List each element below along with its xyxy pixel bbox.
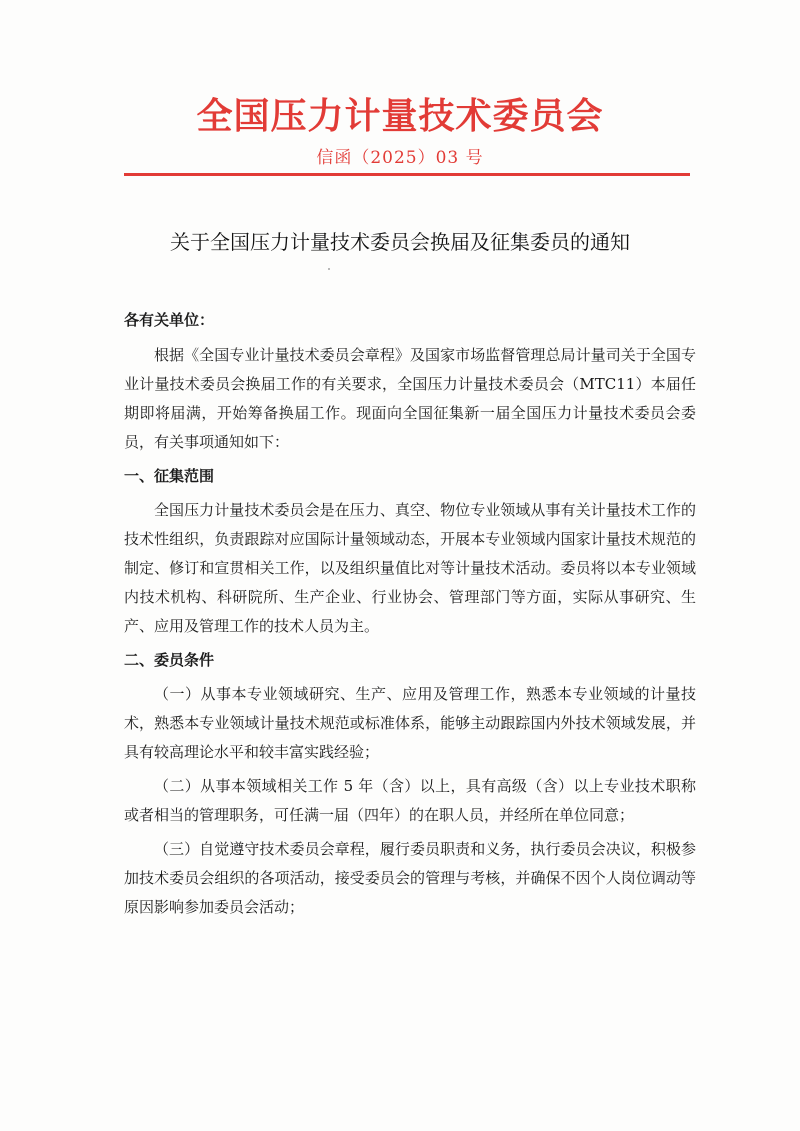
document-number: 信函（2025）03 号 xyxy=(316,148,484,168)
condition-item: （二）从事本领域相关工作 5 年（含）以上，具有高级（含）以上专业技术职称或者相当的管理职务，可任满一届（四年）的在职人员，并经所在单位同意； xyxy=(124,777,696,824)
scan-speck xyxy=(328,268,330,270)
salutation: 各有关单位： xyxy=(124,311,215,329)
notice-body xyxy=(124,306,696,927)
organization-letterhead: 全国压力计量技术委员会 xyxy=(196,96,604,137)
condition-item: （三）自觉遵守技术委员会章程，履行委员职责和义务，执行委员会决议，积极参加技术委员会组织的各项活动，接受委员会的管理与考核，并确保不因个人岗位调动等原因影响参加委员会活动； xyxy=(124,840,696,916)
section-heading-scope: 一、征集范围 xyxy=(124,467,215,485)
letterhead-red-rule xyxy=(124,173,690,176)
notice-title: 关于全国压力计量技术委员会换届及征集委员的通知 xyxy=(170,230,630,254)
condition-item: （一）从事本专业领域研究、生产、应用及管理工作，熟悉本专业领域的计量技术，熟悉本专业领域计量技术规范或标准体系，能够主动跟踪国内外技术领域发展，并具有较高理论水平和较丰富实践经验； xyxy=(124,685,696,761)
scope-paragraph: 全国压力计量技术委员会是在压力、真空、物位专业领域从事有关计量技术工作的技术性组织，负责跟踪对应国际计量领域动态，开展本专业领域内国家计量技术规范的制定、修订和宣贯相关工作，以及组织量值比对等计量技术活动。委员将以本专业领域内技术机构、科研院所、生产企业、行业协会、管理部门等方面，实际从事研究、生产、应用及管理工作的技术人员为主。 xyxy=(124,501,696,635)
section-heading-conditions: 二、委员条件 xyxy=(124,651,215,669)
intro-paragraph: 根据《全国专业计量技术委员会章程》及国家市场监督管理总局计量司关于全国专业计量技术委员会换届工作的有关要求，全国压力计量技术委员会（MTC11）本届任期即将届满，开始筹备换届工作。现面向全国征集新一届全国压力计量技术委员会委员，有关事项通知如下： xyxy=(124,346,696,451)
